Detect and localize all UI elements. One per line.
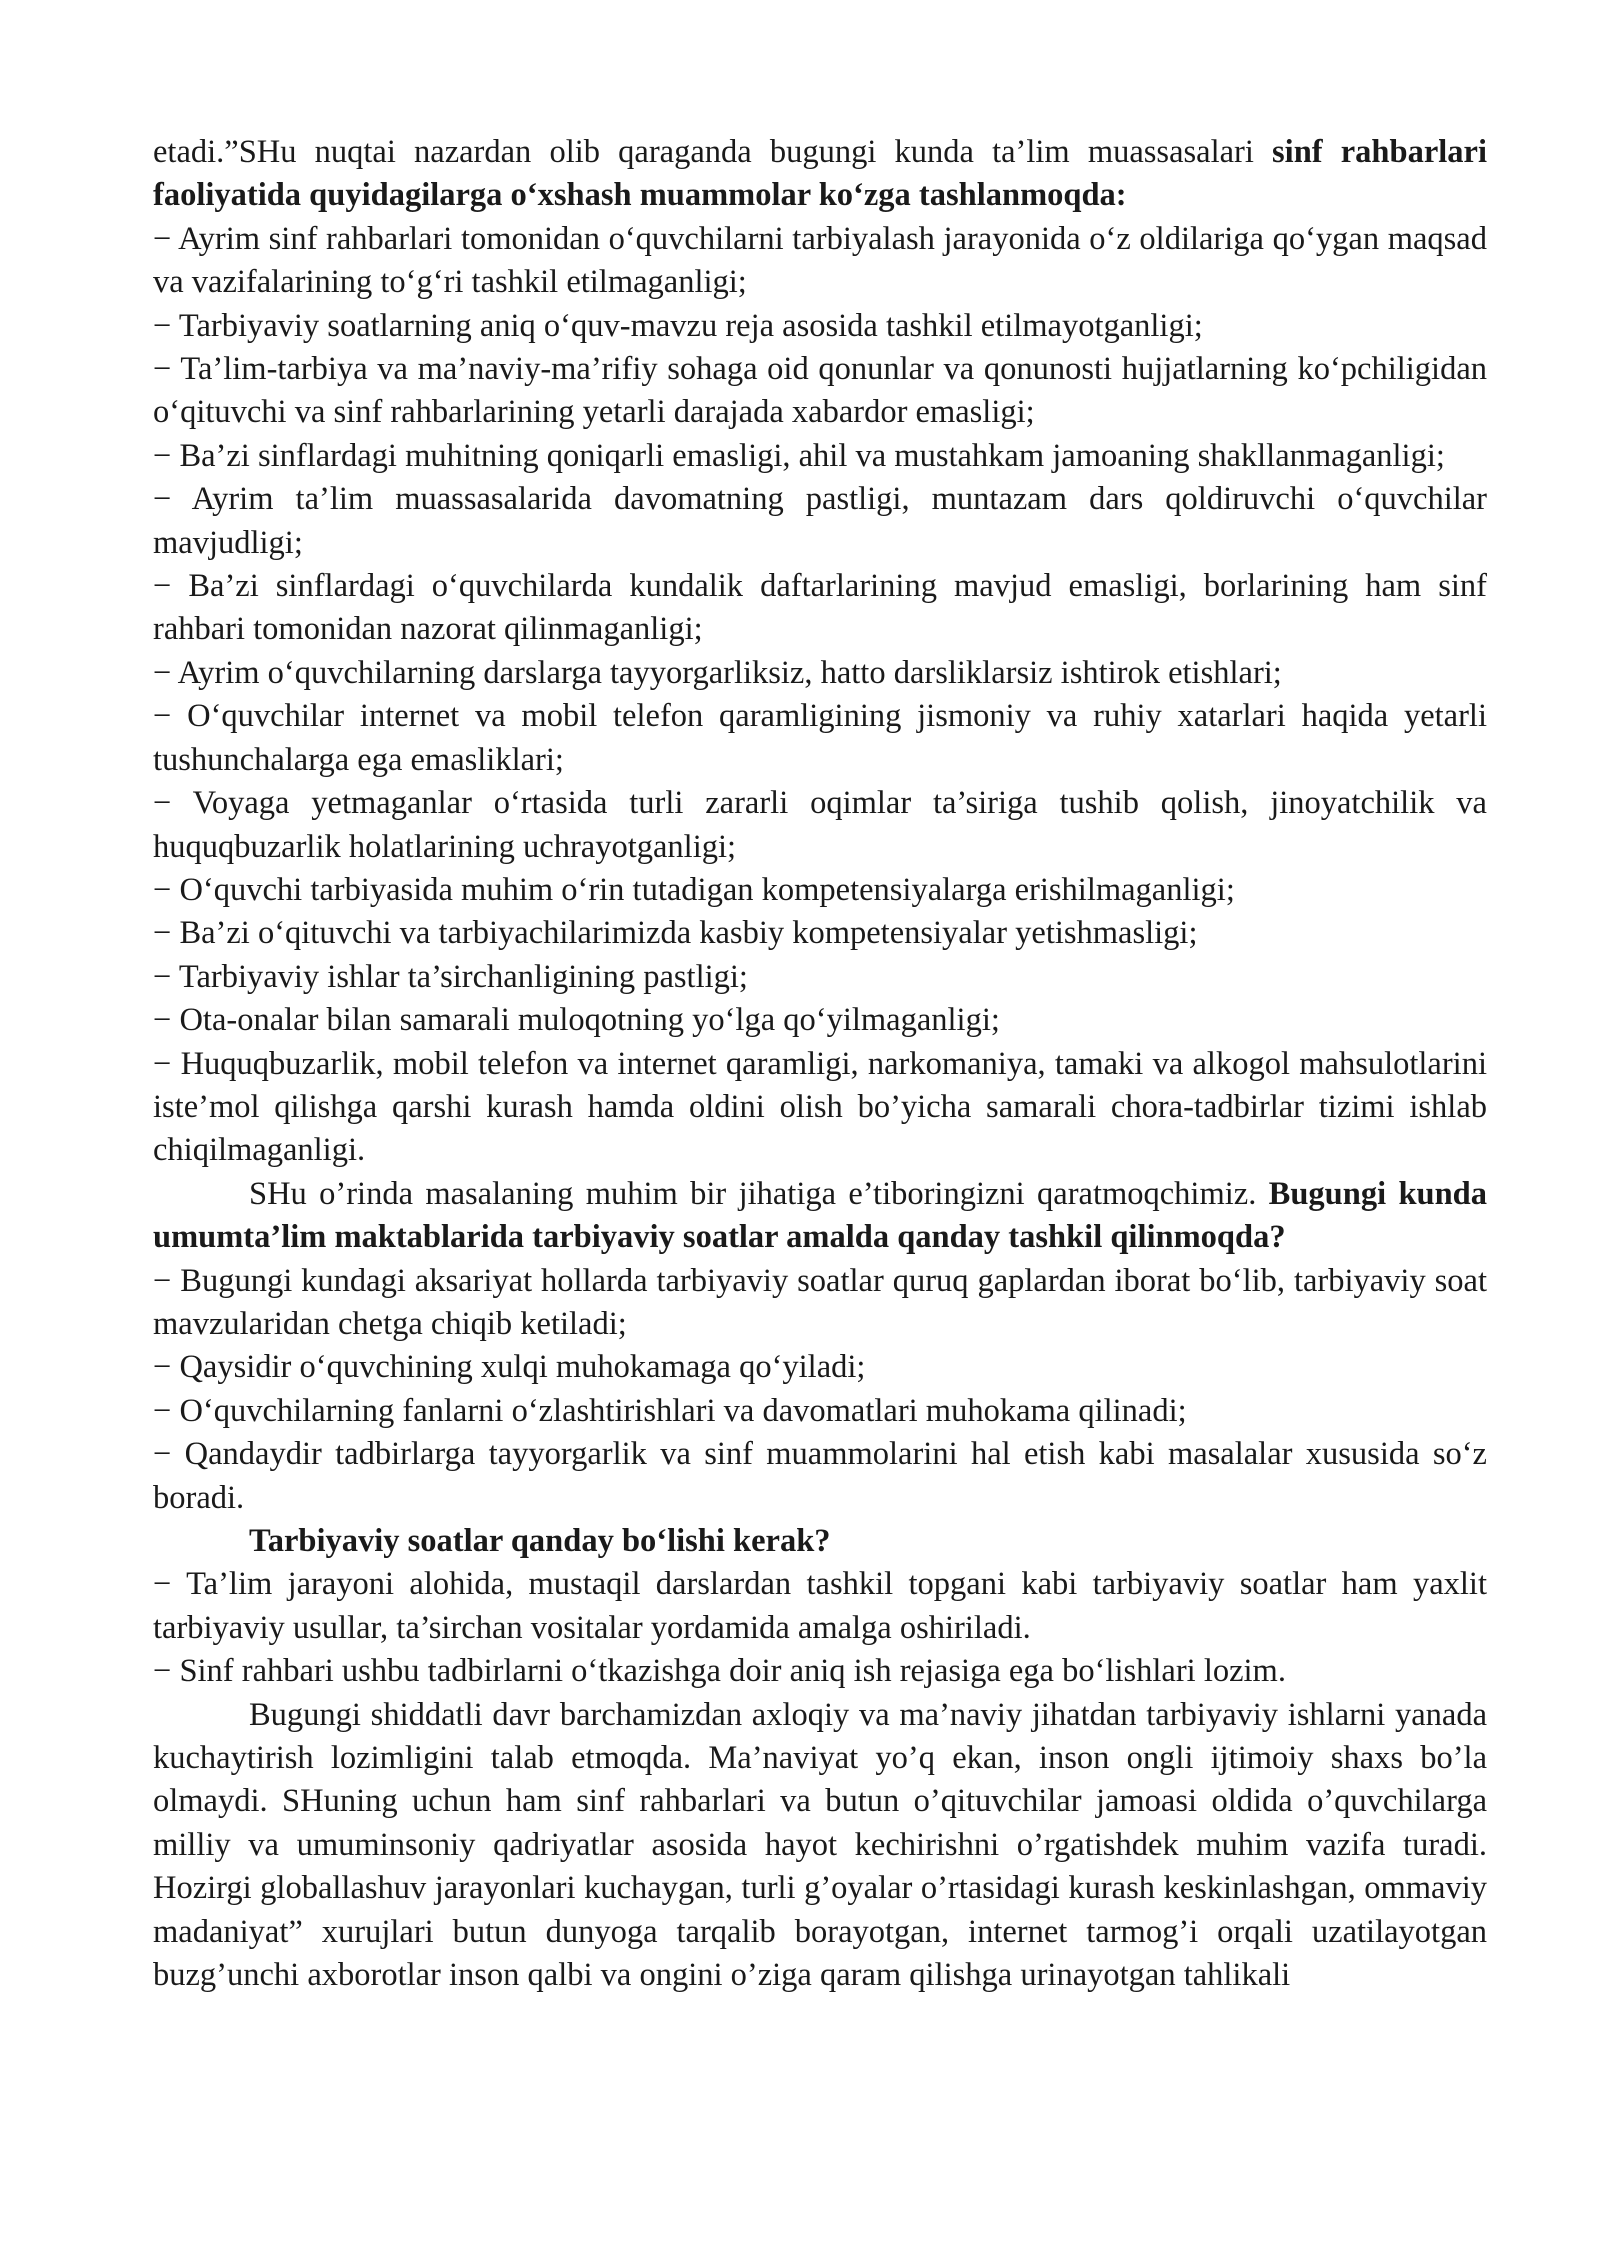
problem-item: − O‘quvchi tarbiyasida muhim o‘rin tutadigan kompetensiyalarga erishilmaganligi; — [153, 871, 1235, 908]
problem-item: − Ba’zi o‘qituvchi va tarbiyachilarimizda kasbiy kompetensiyalar yetishmasligi; — [153, 915, 1198, 952]
should-be-item: − Sinf rahbari ushbu tadbirlarni o‘tkazishga doir aniq ish rejasiga ega bo‘lishlari lozim. — [153, 1653, 1286, 1690]
intro-paragraph — [153, 131, 1487, 218]
problem-item: − Ta’lim-tarbiya va ma’naviy-ma’rifiy sohaga oid qonunlar va qonunosti hujjatlarning ko‘pchiligidan o‘qituvchi va sinf rahbarlarining yetarli darajada xabardor emasligi; — [153, 351, 1487, 431]
problem-item: − Tarbiyaviy soatlarning aniq o‘quv-mavzu reja asosida tashkil etilmayotganligi; — [153, 307, 1203, 344]
section1-question: Bugungi kunda umumta’lim maktablarida tarbiyaviy soatlar amalda qanday tashkil qilinmoqda? — [153, 1175, 1487, 1256]
problem-item: − O‘quvchilar internet va mobil telefon qaramligining jismoniy va ruhiy xatarlari haqida yetarli tushunchalarga ega emasliklari; — [153, 698, 1487, 778]
intro-text: etadi.”SHu nuqtai nazardan olib qaraganda bugungi kunda ta’lim muassasalari — [153, 134, 1273, 170]
document-page — [153, 131, 1487, 1997]
section1-paragraph — [153, 1173, 1487, 1260]
section2-heading: Tarbiyaviy soatlar qanday bo‘lishi kerak? — [249, 1523, 831, 1559]
intro-bold-text: sinf rahbarlari faoliyatida quyidagilarga o‘xshash muammolar ko‘zga tashlanmoqda: — [153, 134, 1487, 214]
section1-lead-text: SHu o’rinda masalaning muhim bir jihatiga e’tiboringizni qaratmoqchimiz. — [249, 1175, 1269, 1212]
problem-item: − Ba’zi sinflardagi muhitning qoniqarli emasligi, ahil va mustahkam jamoaning shakllanmaganligi; — [153, 437, 1445, 474]
practice-item: − Bugungi kundagi aksariyat hollarda tarbiyaviy soatlar quruq gaplardan iborat bo‘lib, tarbiyaviy soat mavzularidan chetga chiqib ketiladi; — [153, 1262, 1487, 1342]
should-be-item: − Ta’lim jarayoni alohida, mustaqil darslardan tashkil topgani kabi tarbiyaviy soatlar ham yaxlit tarbiyaviy usullar, ta’sirchan vositalar yordamida amalga oshiriladi. — [153, 1566, 1487, 1646]
practice-item: − Qandaydir tadbirlarga tayyorgarlik va sinf muammolarini hal etish kabi masalalar xususida so‘z boradi. — [153, 1436, 1487, 1516]
problem-item: − Ayrim o‘quvchilarning darslarga tayyorgarliksiz, hatto darsliklarsiz ishtirok etishlari; — [153, 654, 1282, 691]
problem-item: − Ba’zi sinflardagi o‘quvchilarda kundalik daftarlarining mavjud emasligi, borlarining ham sinf rahbari tomonidan nazorat qilinmaganligi; — [153, 568, 1487, 648]
practice-item: − Qaysidir o‘quvchining xulqi muhokamaga qo‘yiladi; — [153, 1349, 866, 1386]
problem-item: − Ayrim ta’lim muassasalarida davomatning pastligi, muntazam dars qoldiruvchi o‘quvchilar mavjudligi; — [153, 481, 1487, 561]
practice-item: − O‘quvchilarning fanlarni o‘zlashtirishlari va davomatlari muhokama qilinadi; — [153, 1392, 1187, 1429]
problem-item: − Ota-onalar bilan samarali muloqotning yo‘lga qo‘yilmaganligi; — [153, 1002, 1000, 1039]
problem-item: − Voyaga yetmaganlar o‘rtasida turli zararli oqimlar ta’siriga tushib qolish, jinoyatchilik va huquqbuzarlik holatlarining uchrayotganligi; — [153, 785, 1487, 865]
closing-paragraph: Bugungi shiddatli davr barchamizdan axloqiy va ma’naviy jihatdan tarbiyaviy ishlarni yanada kuchaytirish lozimligini talab etmoqda. Ma’naviyat yo’q ekan, inson ongli ijtimoiy shaxs bo’la olmaydi. SHuning uchun ham sinf rahbarlari va butun o’qituvchilar jamoasi oldida o’quvchilarga milliy va umuminsoniy qadriyatlar asosida hayot kechirishni o’rgatishdek muhim vazifa turadi. Hozirgi globallashuv jarayonlari kuchaygan, turli g’oyalar o’rtasidagi kurash keskinlashgan, ommaviy madaniyat” xurujlari butun dunyoga tarqalib borayotgan, internet tarmog’i orqali uzatilayotgan buzg’unchi axborotlar inson qalbi va ongini o’ziga qaram qilishga urinayotgan tahlikali — [153, 1696, 1487, 1994]
problem-item: − Tarbiyaviy ishlar ta’sirchanligining pastligi; — [153, 958, 748, 995]
problem-item: − Ayrim sinf rahbarlari tomonidan o‘quvchilarni tarbiyalash jarayonida o‘z oldilariga qo‘ygan maqsad va vazifalarining to‘g‘ri tashkil etilmaganligi; — [153, 220, 1487, 301]
problem-item: − Huquqbuzarlik, mobil telefon va internet qaramligi, narkomaniya, tamaki va alkogol mahsulotlarini iste’mol qilishga qarshi kurash hamda oldini olish bo’yicha samarali chora-tadbirlar tizimi ishlab chiqilmaganligi. — [153, 1045, 1487, 1169]
